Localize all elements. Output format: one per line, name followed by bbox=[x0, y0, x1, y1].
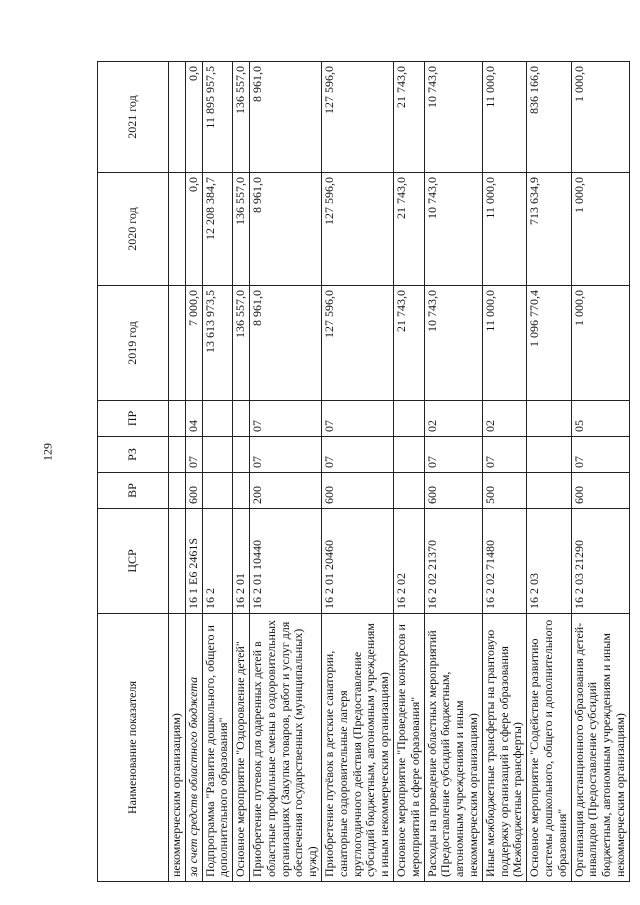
cell-2020: 12 208 384,7 bbox=[202, 173, 233, 286]
budget-table-container bbox=[97, 62, 639, 882]
cell-2021: 21 743,0 bbox=[393, 62, 424, 173]
cell-pr: 02 bbox=[482, 401, 526, 437]
table-row bbox=[202, 62, 233, 882]
cell-2019: 136 557,0 bbox=[233, 286, 250, 401]
table-row bbox=[169, 62, 186, 882]
cell-csr: 16 2 bbox=[202, 509, 233, 614]
cell-2021: 11 895 957,5 bbox=[202, 62, 233, 173]
col-header-csr: ЦСР bbox=[98, 509, 169, 614]
cell-pr: 05 bbox=[571, 401, 629, 437]
cell-2021: 1 000,0 bbox=[571, 62, 629, 173]
cell-rz: 07 bbox=[571, 437, 629, 473]
cell-csr: 16 1 Е6 2461S bbox=[185, 509, 202, 614]
cell-2020: 21 743,0 bbox=[393, 173, 424, 286]
table-row bbox=[393, 62, 424, 882]
cell-csr: 16 2 01 10440 bbox=[249, 509, 321, 614]
table-row bbox=[482, 62, 526, 882]
cell-2021 bbox=[169, 62, 186, 173]
cell-2020: 127 596,0 bbox=[321, 173, 393, 286]
cell-vr bbox=[202, 473, 233, 509]
cell-2019: 7 000,0 bbox=[185, 286, 202, 401]
cell-vr: 500 bbox=[482, 473, 526, 509]
cell-pr bbox=[233, 401, 250, 437]
cell-rz: 07 bbox=[321, 437, 393, 473]
table-row bbox=[571, 62, 629, 882]
cell-2019: 8 961,0 bbox=[249, 286, 321, 401]
cell-2019: 127 596,0 bbox=[321, 286, 393, 401]
cell-name: Основное мероприятие "Оздоровление детей" bbox=[233, 614, 250, 882]
cell-rz: 07 bbox=[249, 437, 321, 473]
cell-pr: 04 bbox=[185, 401, 202, 437]
cell-rz bbox=[169, 437, 186, 473]
cell-name: Приобретение путёвок в детские санатории, санаторные оздоровительные лагеря круглогодичного действия (Предоставление субсидий бюджетным, автономным учреждениям и иным некоммерческим организациям) bbox=[321, 614, 393, 882]
cell-csr: 16 2 02 21370 bbox=[424, 509, 482, 614]
cell-rz: 07 bbox=[424, 437, 482, 473]
col-header-vr: ВР bbox=[98, 473, 169, 509]
cell-2019: 13 613 973,5 bbox=[202, 286, 233, 401]
cell-name: Иные межбюджетные трансферты на грантовую поддержку организаций в сфере образования (Межбюджетные трансферты) bbox=[482, 614, 526, 882]
cell-vr bbox=[169, 473, 186, 509]
cell-pr bbox=[202, 401, 233, 437]
cell-rz: 07 bbox=[185, 437, 202, 473]
cell-2020 bbox=[169, 173, 186, 286]
cell-rz bbox=[233, 437, 250, 473]
cell-vr: 600 bbox=[321, 473, 393, 509]
cell-vr bbox=[527, 473, 571, 509]
cell-rz bbox=[202, 437, 233, 473]
cell-2021: 10 743,0 bbox=[424, 62, 482, 173]
cell-name: Организация дистанционного образования детей-инвалидов (Предоставление субсидий бюджетным, автономным учреждениям и иным некоммерческим организациям) bbox=[571, 614, 629, 882]
table-row bbox=[185, 62, 202, 882]
cell-vr: 600 bbox=[185, 473, 202, 509]
cell-pr bbox=[169, 401, 186, 437]
cell-2021: 8 961,0 bbox=[249, 62, 321, 173]
cell-2020: 10 743,0 bbox=[424, 173, 482, 286]
col-header-rz: РЗ bbox=[98, 437, 169, 473]
cell-2021: 0,0 bbox=[185, 62, 202, 173]
cell-2020: 136 557,0 bbox=[233, 173, 250, 286]
cell-name: за счет средств областного бюджета bbox=[185, 614, 202, 882]
cell-2020: 0,0 bbox=[185, 173, 202, 286]
cell-2019: 10 743,0 bbox=[424, 286, 482, 401]
cell-pr: 07 bbox=[249, 401, 321, 437]
cell-name: Основное мероприятие "Проведение конкурсов и мероприятий в сфере образования" bbox=[393, 614, 424, 882]
cell-name: Расходы на проведение областных мероприятий (Предоставление субсидий бюджетным, автономным учреждениям и иным некоммерческим организациям) bbox=[424, 614, 482, 882]
cell-csr bbox=[169, 509, 186, 614]
cell-vr: 600 bbox=[571, 473, 629, 509]
cell-csr: 16 2 03 21290 bbox=[571, 509, 629, 614]
cell-2019: 11 000,0 bbox=[482, 286, 526, 401]
table-row bbox=[233, 62, 250, 882]
cell-2019 bbox=[169, 286, 186, 401]
col-header-2021: 2021 год bbox=[98, 62, 169, 173]
table-row bbox=[249, 62, 321, 882]
col-header-name: Наименование показателя bbox=[98, 614, 169, 882]
budget-table bbox=[97, 61, 630, 882]
cell-rz bbox=[527, 437, 571, 473]
table-header-row bbox=[98, 62, 169, 882]
table-row bbox=[527, 62, 571, 882]
cell-vr bbox=[233, 473, 250, 509]
cell-vr: 600 bbox=[424, 473, 482, 509]
cell-pr bbox=[393, 401, 424, 437]
col-header-2020: 2020 год bbox=[98, 173, 169, 286]
cell-2021: 127 596,0 bbox=[321, 62, 393, 173]
cell-vr: 200 bbox=[249, 473, 321, 509]
cell-csr: 16 2 02 bbox=[393, 509, 424, 614]
cell-vr bbox=[393, 473, 424, 509]
page-number: 129 bbox=[40, 443, 55, 461]
cell-name: Подпрограмма "Развитие дошкольного, общего и дополнительного образования" bbox=[202, 614, 233, 882]
cell-name: Приобретение путевок для одаренных детей в областные профильные смены в оздоровительных организациях (Закупка товаров, работ и услуг для обеспечения государственных (муниципальных) нужд) bbox=[249, 614, 321, 882]
cell-2020: 8 961,0 bbox=[249, 173, 321, 286]
cell-2019: 21 743,0 bbox=[393, 286, 424, 401]
col-header-2019: 2019 год bbox=[98, 286, 169, 401]
table-row bbox=[321, 62, 393, 882]
cell-pr: 07 bbox=[321, 401, 393, 437]
cell-pr bbox=[527, 401, 571, 437]
cell-rz: 07 bbox=[482, 437, 526, 473]
cell-csr: 16 2 02 71480 bbox=[482, 509, 526, 614]
cell-2020: 713 634,9 bbox=[527, 173, 571, 286]
cell-pr: 02 bbox=[424, 401, 482, 437]
cell-name: некоммерческим организациям) bbox=[169, 614, 186, 882]
cell-name: Основное мероприятие "Содействие развитию системы дошкольного, общего и дополнительного образования" bbox=[527, 614, 571, 882]
cell-2021: 836 166,0 bbox=[527, 62, 571, 173]
cell-2019: 1 096 770,4 bbox=[527, 286, 571, 401]
cell-2020: 1 000,0 bbox=[571, 173, 629, 286]
cell-2021: 136 557,0 bbox=[233, 62, 250, 173]
cell-rz bbox=[393, 437, 424, 473]
cell-2019: 1 000,0 bbox=[571, 286, 629, 401]
cell-csr: 16 2 01 bbox=[233, 509, 250, 614]
cell-2020: 11 000,0 bbox=[482, 173, 526, 286]
cell-csr: 16 2 03 bbox=[527, 509, 571, 614]
col-header-pr: ПР bbox=[98, 401, 169, 437]
cell-2021: 11 000,0 bbox=[482, 62, 526, 173]
cell-csr: 16 2 01 20460 bbox=[321, 509, 393, 614]
table-row bbox=[424, 62, 482, 882]
